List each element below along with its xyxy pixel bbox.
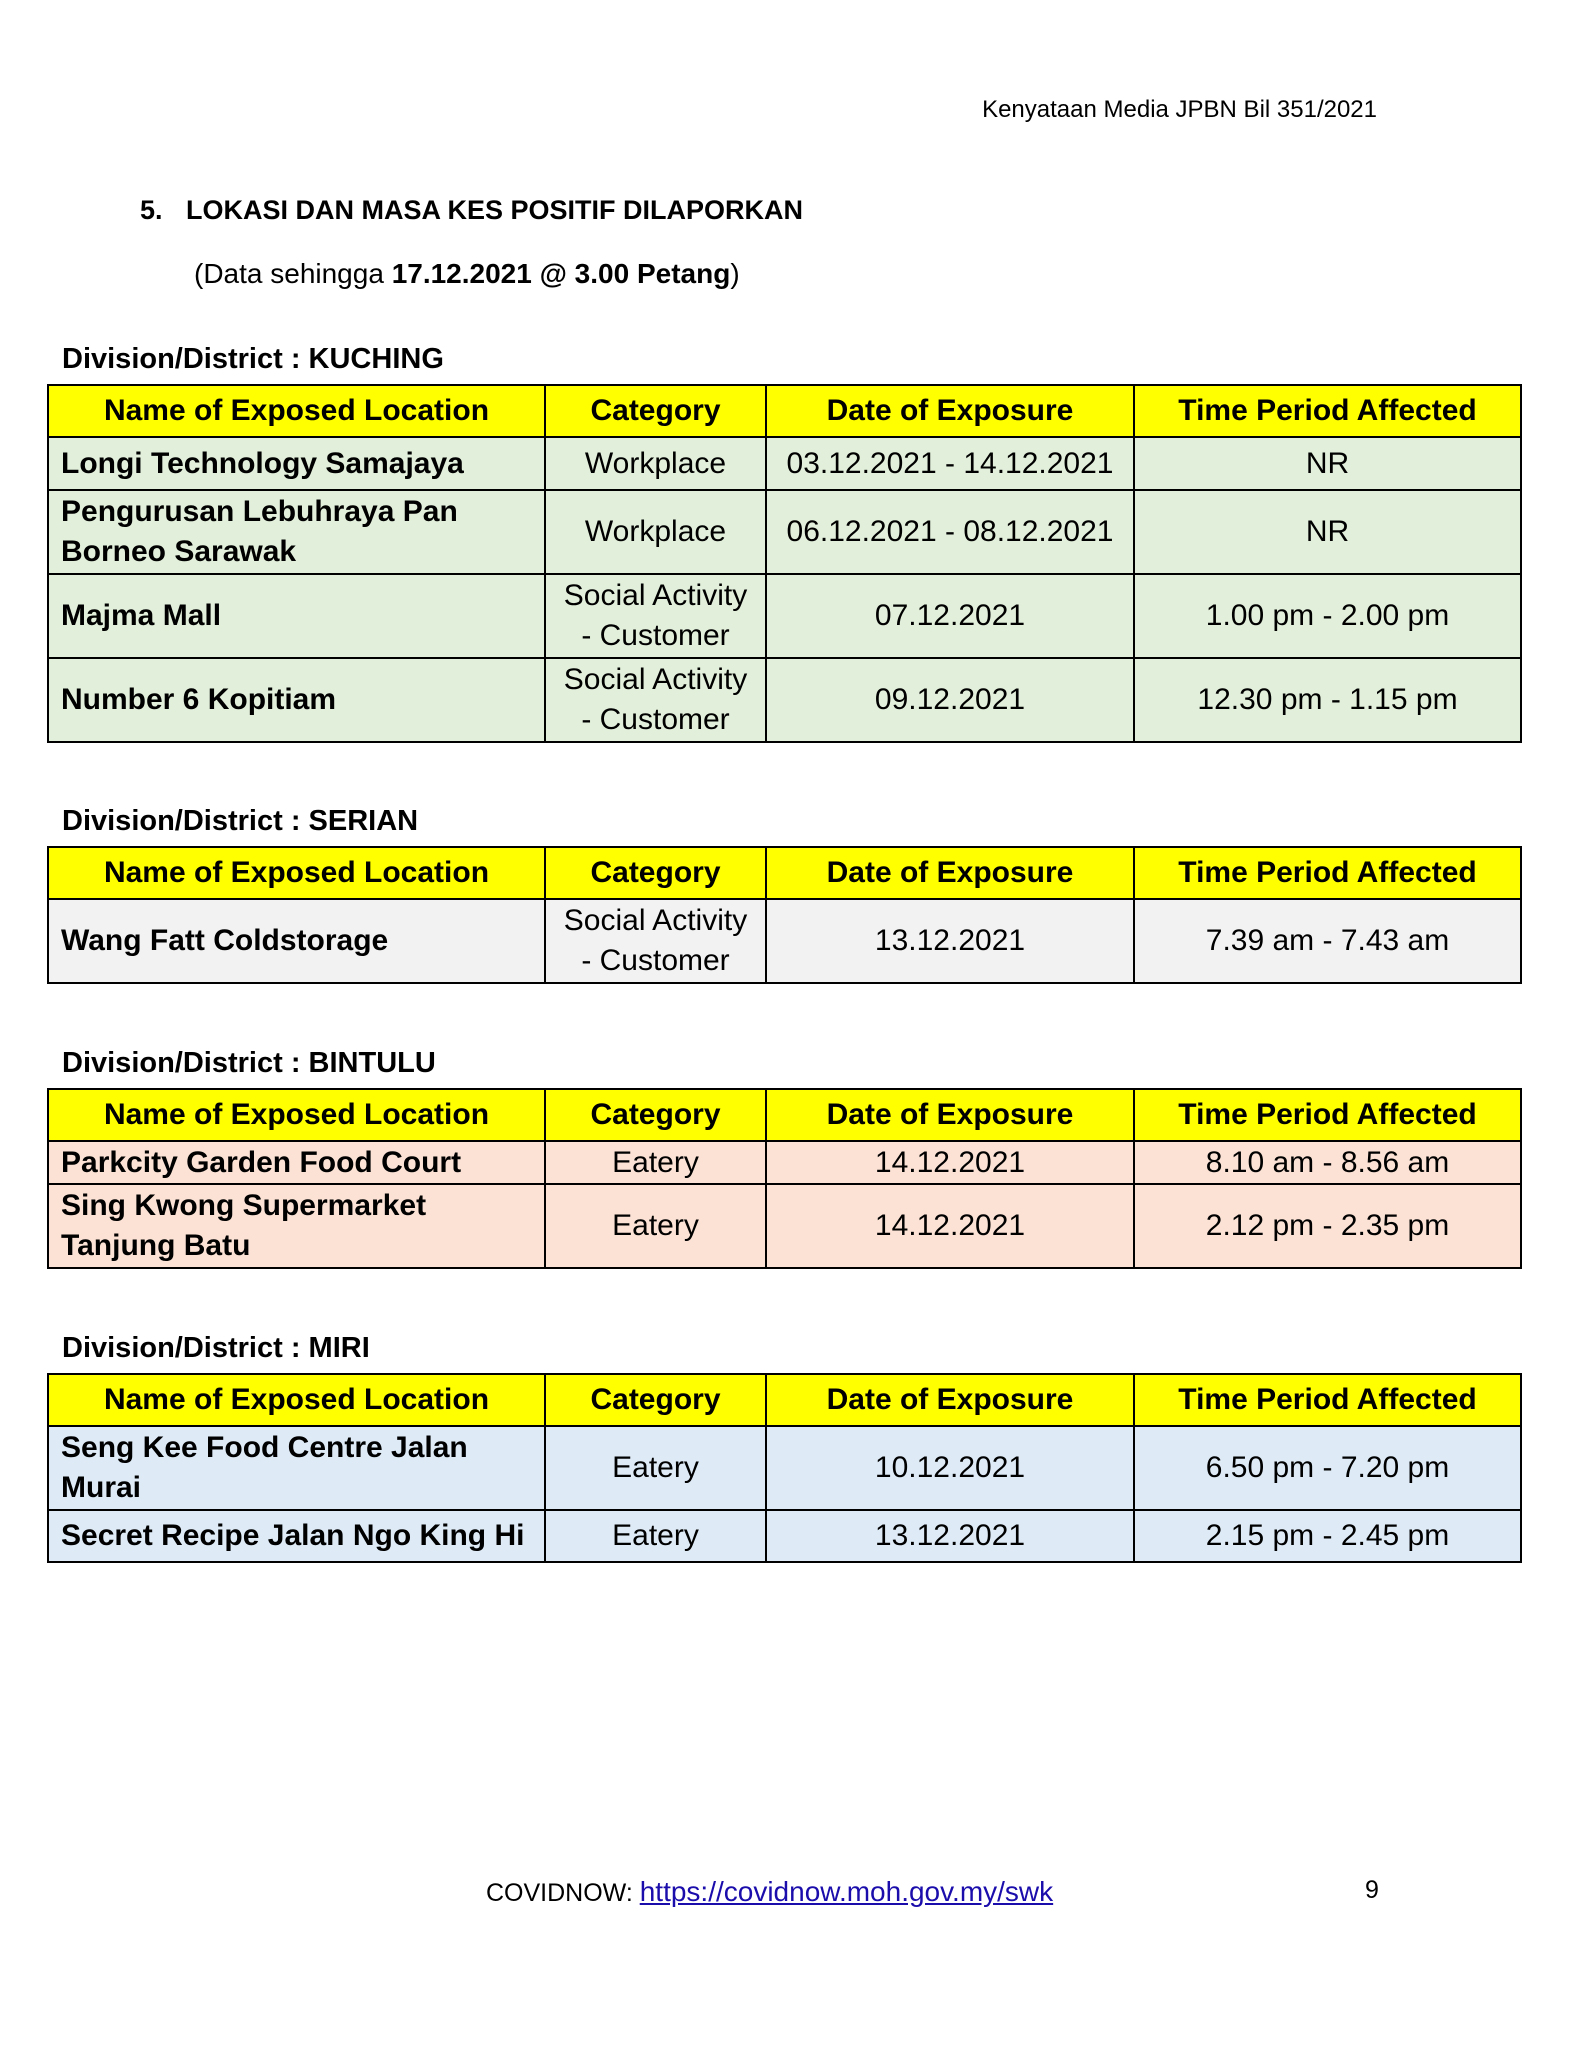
district-heading-miri: Division/District : MIRI (62, 1332, 370, 1364)
column-header-time: Time Period Affected (1134, 1374, 1521, 1426)
category-cell: Social Activity - Customer (545, 574, 766, 658)
table-header-row (48, 385, 1521, 437)
column-header-date: Date of Exposure (766, 847, 1134, 899)
category-cell: Workplace (545, 437, 766, 490)
exposure-table-serian (47, 846, 1522, 984)
district-heading-kuching: Division/District : KUCHING (62, 343, 444, 375)
location-cell: Seng Kee Food Centre Jalan Murai (48, 1426, 545, 1510)
date-cell: 13.12.2021 (766, 899, 1134, 983)
column-header-location: Name of Exposed Location (48, 1089, 545, 1141)
column-header-date: Date of Exposure (766, 1374, 1134, 1426)
data-note-prefix: (Data sehingga (194, 258, 392, 289)
exposure-table-miri (47, 1373, 1522, 1563)
location-cell: Wang Fatt Coldstorage (48, 899, 545, 983)
district-heading-serian: Division/District : SERIAN (62, 805, 419, 837)
data-note-datetime: 17.12.2021 @ 3.00 Petang (391, 258, 731, 289)
location-cell: Longi Technology Samajaya (48, 437, 545, 490)
section-number: 5. (140, 195, 163, 225)
table-row (48, 658, 1521, 742)
table-row (48, 899, 1521, 983)
column-header-category: Category (545, 1374, 766, 1426)
document-reference: Kenyataan Media JPBN Bil 351/2021 (982, 96, 1377, 123)
table-row (48, 1184, 1521, 1268)
column-header-time: Time Period Affected (1134, 385, 1521, 437)
data-note-suffix: ) (730, 258, 740, 289)
table-header-row (48, 1374, 1521, 1426)
location-cell: Sing Kwong Supermarket Tanjung Batu (48, 1184, 545, 1268)
column-header-location: Name of Exposed Location (48, 1374, 545, 1426)
category-cell: Eatery (545, 1184, 766, 1268)
date-cell: 09.12.2021 (766, 658, 1134, 742)
time-cell: 7.39 am - 7.43 am (1134, 899, 1521, 983)
table-row (48, 1141, 1521, 1184)
column-header-time: Time Period Affected (1134, 847, 1521, 899)
column-header-category: Category (545, 1089, 766, 1141)
time-cell: 6.50 pm - 7.20 pm (1134, 1426, 1521, 1510)
time-cell: 2.15 pm - 2.45 pm (1134, 1510, 1521, 1562)
page-number: 9 (1365, 1876, 1379, 1904)
date-cell: 10.12.2021 (766, 1426, 1134, 1510)
footer-label: COVIDNOW: (486, 1879, 640, 1907)
column-header-category: Category (545, 385, 766, 437)
location-cell: Secret Recipe Jalan Ngo King Hi (48, 1510, 545, 1562)
date-cell: 13.12.2021 (766, 1510, 1134, 1562)
category-cell: Eatery (545, 1141, 766, 1184)
location-cell: Majma Mall (48, 574, 545, 658)
table-row (48, 1426, 1521, 1510)
table-row (48, 574, 1521, 658)
column-header-category: Category (545, 847, 766, 899)
category-cell: Workplace (545, 490, 766, 574)
location-cell: Parkcity Garden Food Court (48, 1141, 545, 1184)
category-cell: Eatery (545, 1510, 766, 1562)
date-cell: 14.12.2021 (766, 1141, 1134, 1184)
exposure-table-bintulu (47, 1088, 1522, 1269)
section-title: LOKASI DAN MASA KES POSITIF DILAPORKAN (186, 195, 804, 225)
date-cell: 14.12.2021 (766, 1184, 1134, 1268)
time-cell: 1.00 pm - 2.00 pm (1134, 574, 1521, 658)
time-cell: 8.10 am - 8.56 am (1134, 1141, 1521, 1184)
column-header-time: Time Period Affected (1134, 1089, 1521, 1141)
category-cell: Eatery (545, 1426, 766, 1510)
date-cell: 03.12.2021 - 14.12.2021 (766, 437, 1134, 490)
table-row (48, 1510, 1521, 1562)
table-header-row (48, 847, 1521, 899)
column-header-date: Date of Exposure (766, 385, 1134, 437)
data-as-of-note (194, 258, 740, 290)
column-header-date: Date of Exposure (766, 1089, 1134, 1141)
location-cell: Pengurusan Lebuhraya Pan Borneo Sarawak (48, 490, 545, 574)
column-header-location: Name of Exposed Location (48, 385, 545, 437)
district-heading-bintulu: Division/District : BINTULU (62, 1047, 436, 1079)
time-cell: NR (1134, 437, 1521, 490)
section-heading (140, 195, 803, 226)
location-cell: Number 6 Kopitiam (48, 658, 545, 742)
date-cell: 06.12.2021 - 08.12.2021 (766, 490, 1134, 574)
table-header-row (48, 1089, 1521, 1141)
category-cell: Social Activity - Customer (545, 899, 766, 983)
table-row (48, 490, 1521, 574)
time-cell: 12.30 pm - 1.15 pm (1134, 658, 1521, 742)
exposure-table-kuching (47, 384, 1522, 743)
category-cell: Social Activity - Customer (545, 658, 766, 742)
time-cell: 2.12 pm - 2.35 pm (1134, 1184, 1521, 1268)
covidnow-link[interactable]: https://covidnow.moh.gov.my/swk (639, 1876, 1054, 1907)
table-row (48, 437, 1521, 490)
date-cell: 07.12.2021 (766, 574, 1134, 658)
column-header-location: Name of Exposed Location (48, 847, 545, 899)
time-cell: NR (1134, 490, 1521, 574)
footer (486, 1876, 1053, 1908)
